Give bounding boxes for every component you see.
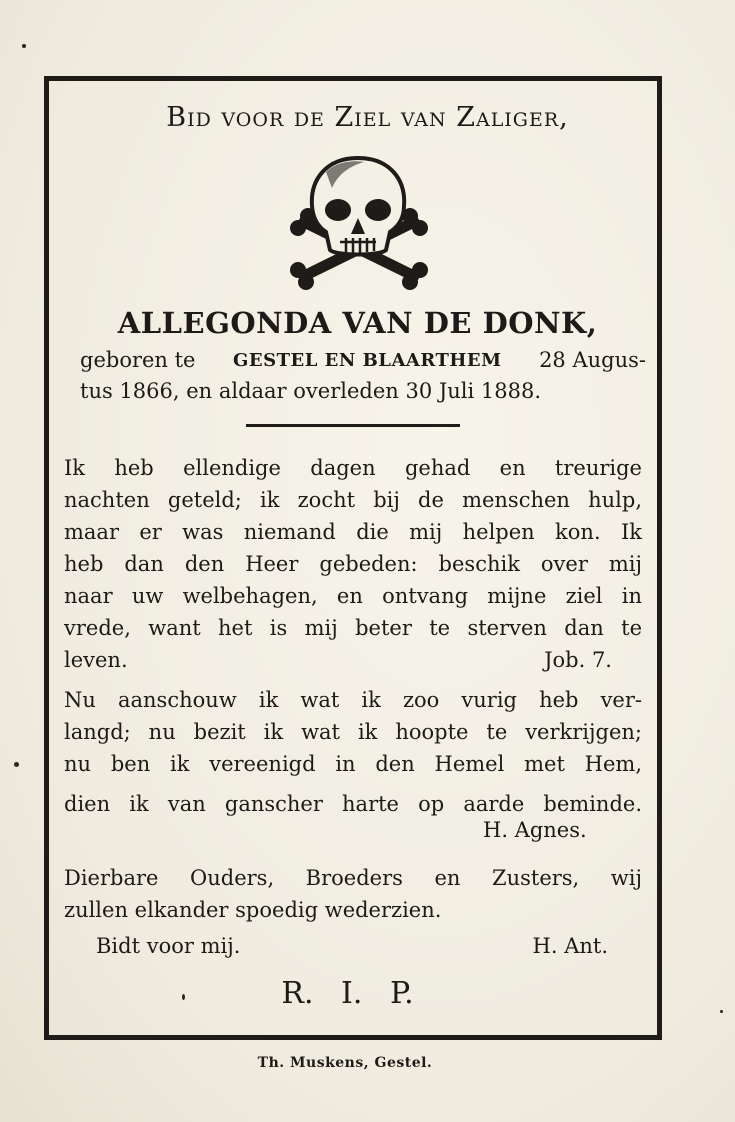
born-prefix: geboren te — [80, 348, 196, 372]
passage-line: nu ben ik vereenigd in den Hemel met Hem, — [64, 752, 642, 776]
passage-line: dien ik van ganscher harte op aarde beminde. — [64, 792, 642, 816]
passage-line: Dierbare Ouders, Broeders en Zusters, wij — [64, 866, 642, 890]
passage-line: zullen elkander spoedig wederzien. — [64, 898, 442, 922]
birth-place: GESTEL EN BLAARTHEM — [233, 350, 502, 371]
closing-reference: H. Ant. — [532, 934, 608, 958]
deceased-name: ALLEGONDA VAN DE DONK, — [117, 306, 598, 340]
passage-line: Ik heb ellendige dagen gehad en treurige — [64, 456, 642, 480]
born-date-start: 28 Augus- — [539, 348, 646, 372]
divider-rule — [246, 424, 460, 427]
ink-speck — [22, 44, 26, 48]
born-date-end: tus 1866, en aldaar overleden 30 Juli 1888. — [80, 379, 542, 403]
passage-line: maar er was niemand die mij helpen kon. Ik — [64, 520, 642, 544]
ink-speck — [14, 762, 19, 767]
passage-line: vrede, want het is mij beter te sterven dan te — [64, 616, 642, 640]
printer-imprint: Th. Muskens, Gestel. — [257, 1055, 433, 1071]
skull-and-crossbones-icon — [286, 152, 430, 292]
passage-line: langd; nu bezit ik wat ik hoopte te verkrijgen; — [64, 720, 642, 744]
passage-agnes — [64, 684, 642, 820]
ink-speck — [720, 1010, 723, 1013]
birth-death-details — [80, 345, 646, 407]
passage-family — [64, 862, 642, 926]
passage-line: leven. — [64, 648, 128, 672]
passage-line: naar uw welbehagen, en ontvang mijne ziel in — [64, 584, 642, 608]
ink-speck — [182, 994, 185, 1000]
closing-row — [96, 934, 608, 958]
passage-line: Nu aanschouw ik wat ik zoo vurig heb ver- — [64, 688, 642, 712]
passage-line: nachten geteld; ik zocht bij de menschen hulp, — [64, 488, 642, 512]
card-heading: Bid voor de Ziel van Zaliger, — [166, 102, 569, 133]
passage-job — [64, 452, 642, 676]
scripture-reference: Job. 7. — [544, 648, 612, 672]
saint-reference: H. Agnes. — [483, 818, 587, 842]
prayer-request: Bidt voor mij. — [96, 934, 241, 958]
passage-line: heb dan den Heer gebeden: beschik over mij — [64, 552, 642, 576]
rip-text: R. I. P. — [281, 976, 414, 1011]
